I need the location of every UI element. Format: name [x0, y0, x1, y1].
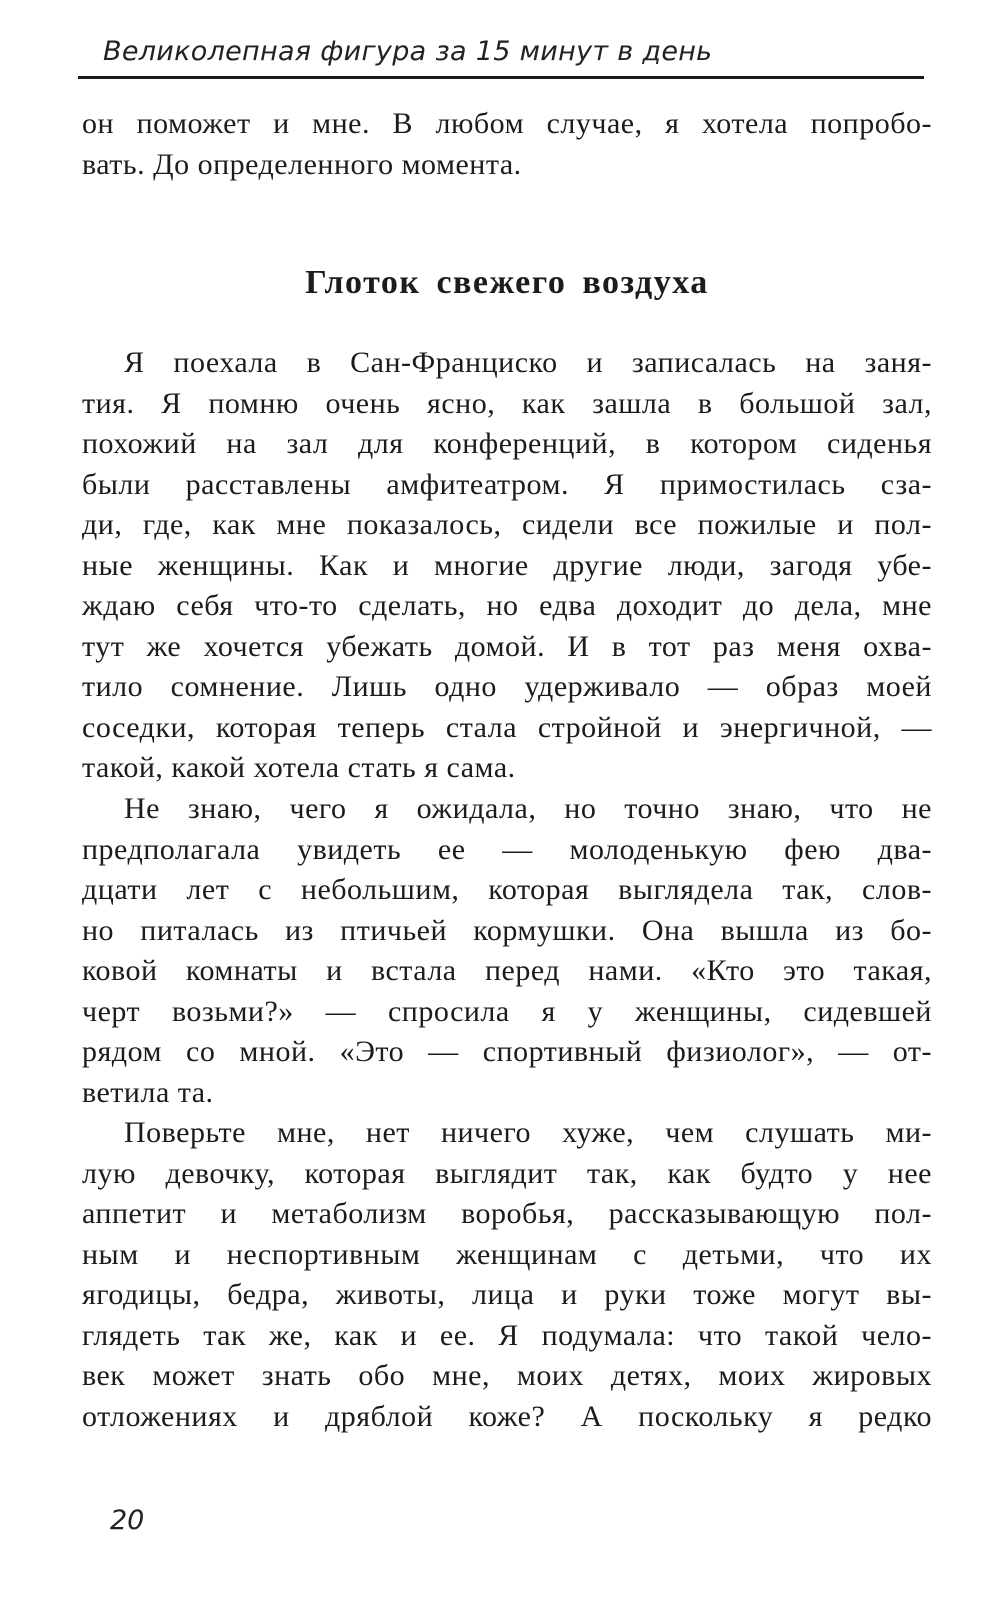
text-line: были расставлены амфитеатром. Я примостилась сза-: [82, 467, 932, 501]
text-line: черт возьми?» — спросила я у женщины, сидевшей: [82, 994, 932, 1028]
page-number: 20: [110, 1505, 145, 1536]
text-line: ные женщины. Как и многие другие люди, загодя убе-: [82, 548, 932, 582]
text-line: предполагала увидеть ее — молоденькую фею два-: [82, 832, 932, 866]
paragraph-1: [82, 343, 932, 789]
text-line: дцати лет с небольшим, которая выглядела так, слов-: [82, 873, 932, 906]
text-line: он поможет и мне. В любом случае, я хотела попробо-: [82, 107, 932, 140]
text-line: рядом со мной. «Это — спортивный физиолог», — от-: [82, 1035, 932, 1068]
text-line: похожий на зал для конференций, в котором сиденья: [82, 427, 932, 460]
text-line: такой, какой хотела стать я сама.: [82, 751, 516, 784]
running-header: Великолепная фигура за 15 минут в день: [103, 36, 713, 67]
text-line: век может знать обо мне, моих детях, моих жировых: [82, 1359, 932, 1392]
text-line: лую девочку, которая выглядит так, как будто у нее: [82, 1156, 932, 1190]
text-line: аппетит и метаболизм воробья, рассказывающую пол-: [82, 1197, 932, 1230]
text-line: глядеть так же, как и ее. Я подумала: что такой чело-: [82, 1318, 932, 1352]
text-line: Не знаю, чего я ожидала, но точно знаю, что не: [124, 792, 932, 825]
text-line: вать. До определенного момента.: [82, 147, 522, 181]
text-line: тут же хочется убежать домой. И в тот раз меня охва-: [82, 629, 932, 663]
text-line: тило сомнение. Лишь одно удерживало — образ моей: [82, 670, 932, 703]
paragraph-2: [82, 789, 932, 1113]
text-line: но питалась из птичьей кормушки. Она вышла из бо-: [82, 913, 932, 947]
text-line: ди, где, как мне показалось, сидели все пожилые и пол-: [82, 508, 932, 541]
header-rule: [78, 76, 924, 79]
text-line: отложениях и дряблой коже? А поскольку я редко: [82, 1399, 932, 1433]
section-heading: Глоток свежего воздуха: [305, 264, 709, 301]
text-line: Я поехала в Сан-Франциско и записалась на заня-: [124, 346, 932, 379]
text-line: ветила та.: [82, 1075, 214, 1109]
intro-text: [82, 104, 932, 185]
text-line: ягодицы, бедра, животы, лица и руки тоже могут вы-: [82, 1278, 932, 1311]
text-line: ковой комнаты и встала перед нами. «Кто это такая,: [82, 954, 932, 987]
text-line: соседки, которая теперь стала стройной и энергичной, —: [82, 710, 932, 744]
text-line: тия. Я помню очень ясно, как зашла в большой зал,: [82, 386, 932, 420]
text-line: ным и неспортивным женщинам с детьми, что их: [82, 1237, 932, 1271]
text-line: Поверьте мне, нет ничего хуже, чем слушать ми-: [124, 1116, 932, 1149]
paragraph-3: [82, 1113, 932, 1437]
text-line: ждаю себя что-то сделать, но едва доходит до дела, мне: [82, 589, 932, 622]
